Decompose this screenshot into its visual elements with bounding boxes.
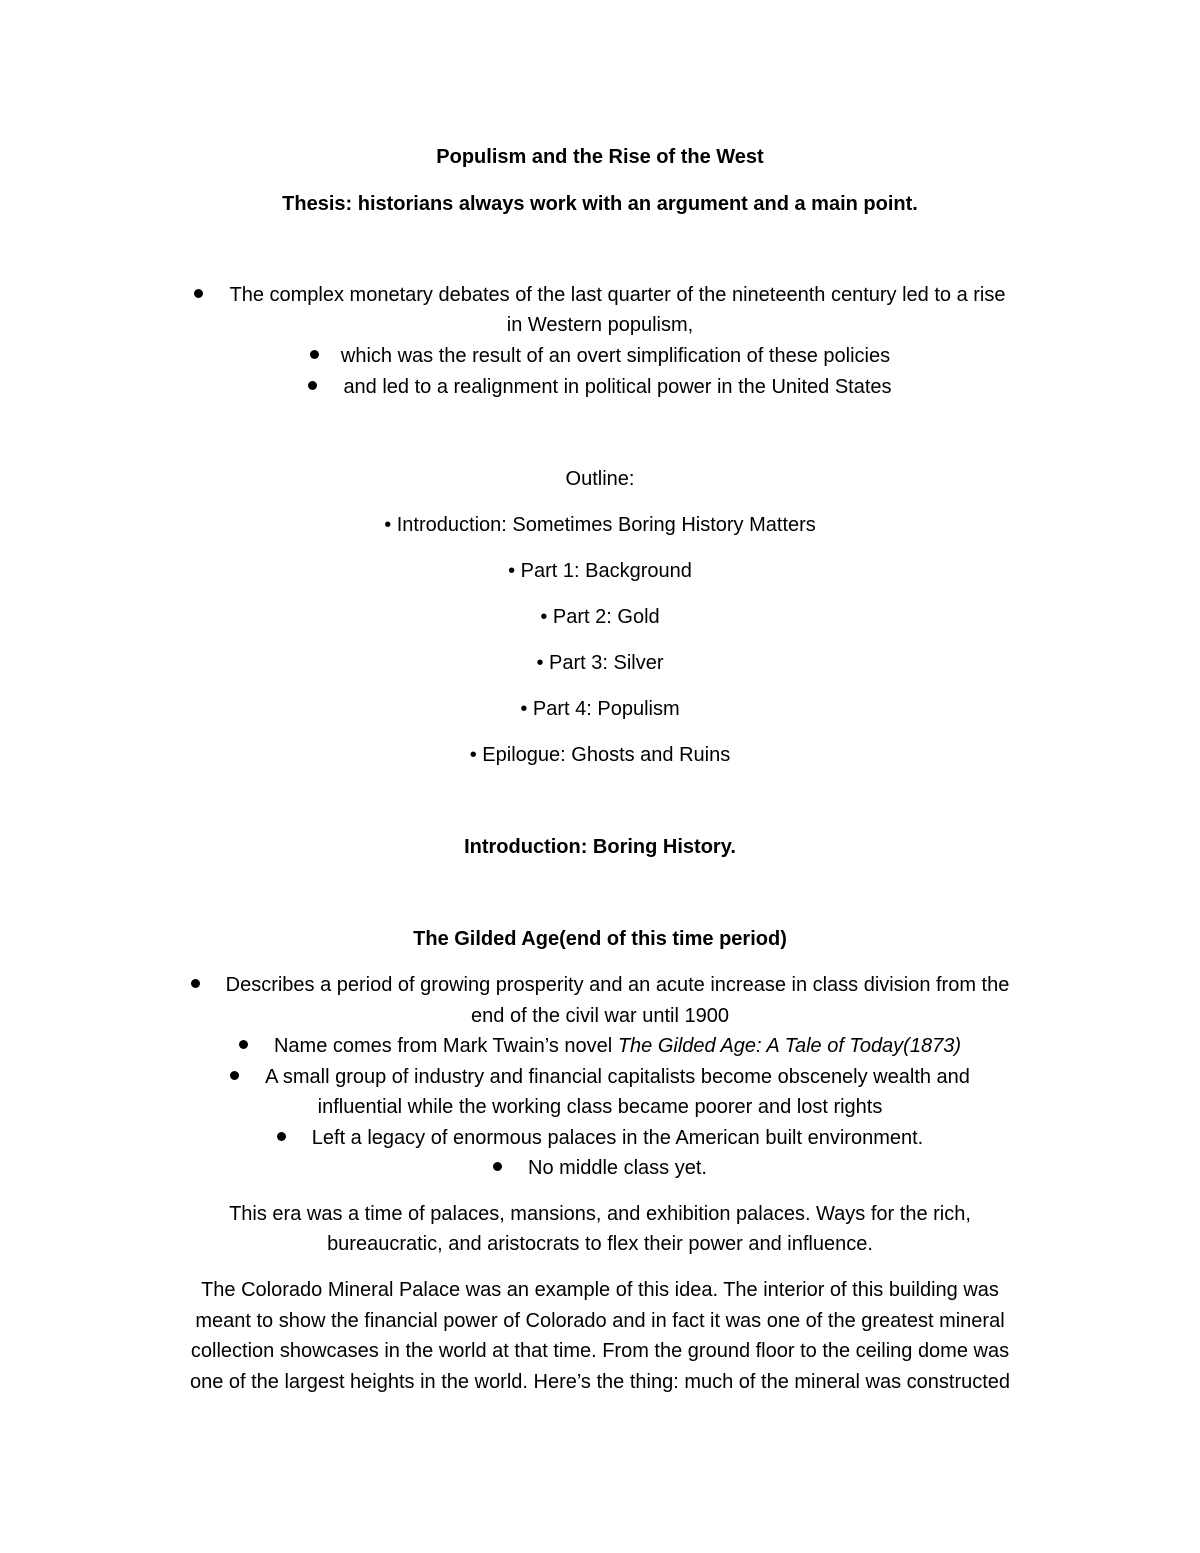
thesis-point-1-line1: The complex monetary debates of the last quarter of the nineteenth century led to a rise (229, 284, 1006, 306)
paragraph-2-line: one of the largest heights in the world. Here’s the thing: much of the mineral was constructed (189, 1371, 1011, 1393)
outline-item: • Part 2: Gold (540, 606, 660, 628)
paragraph-2-line: The Colorado Mineral Palace was an example of this idea. The interior of this building was (201, 1279, 999, 1301)
gilded-bullet-1-line1: Describes a period of growing prosperity and an acute increase in class division from the (225, 974, 1010, 996)
gilded-bullet-3-line1: A small group of industry and financial capitalists become obscenely wealth and (265, 1066, 970, 1088)
bullet-icon (230, 1071, 239, 1080)
section-heading-gilded-age: The Gilded Age(end of this time period) (413, 928, 787, 950)
outline-item: • Part 1: Background (508, 560, 692, 582)
thesis-point-3 (0, 372, 1200, 402)
thesis-point-1-cont: in Western populism, (506, 314, 694, 336)
paragraph-1-line: bureaucratic, and aristocrats to flex their power and influence. (327, 1233, 873, 1255)
document-title: Populism and the Rise of the West (436, 146, 764, 168)
paragraph-2-line: meant to show the financial power of Colorado and in fact it was one of the greatest mineral (195, 1310, 1005, 1332)
thesis-point-1 (0, 280, 1200, 310)
outline-item: • Part 4: Populism (520, 698, 680, 720)
outline-item: • Epilogue: Ghosts and Ruins (469, 744, 731, 766)
gilded-bullet-5-text: No middle class yet. (528, 1157, 707, 1179)
thesis-point-3-text: and led to a realignment in political power in the United States (343, 376, 892, 398)
bullet-icon (277, 1132, 286, 1141)
thesis-statement: Thesis: historians always work with an argument and a main point. (282, 193, 918, 215)
gilded-bullet-4 (0, 1123, 1200, 1153)
gilded-bullet-1-cont: end of the civil war until 1900 (471, 1005, 729, 1027)
thesis-point-2-text: which was the result of an overt simplification of these policies (340, 345, 891, 367)
gilded-bullet-2 (0, 1031, 1200, 1061)
outline-item: • Part 3: Silver (536, 652, 664, 674)
paragraph-2-line: collection showcases in the world at that time. From the ground floor to the ceiling dome was (190, 1340, 1010, 1362)
thesis-point-2 (0, 341, 1200, 371)
gilded-bullet-4-text: Left a legacy of enormous palaces in the American built environment. (311, 1127, 924, 1149)
bullet-icon (310, 350, 319, 359)
gilded-bullet-2-text: Name comes from Mark Twain’s novel (273, 1035, 618, 1057)
paragraph-1-line: This era was a time of palaces, mansions, and exhibition palaces. Ways for the rich, (229, 1203, 971, 1225)
bullet-icon (194, 289, 203, 298)
gilded-bullet-3-cont: influential while the working class became poorer and lost rights (317, 1096, 883, 1118)
bullet-icon (239, 1040, 248, 1049)
outline-item: • Introduction: Sometimes Boring History Matters (384, 514, 816, 536)
outline-heading: Outline: (565, 468, 635, 490)
gilded-bullet-3 (0, 1062, 1200, 1092)
book-title: The Gilded Age: A Tale of Today(1873) (617, 1035, 961, 1057)
bullet-icon (493, 1162, 502, 1171)
gilded-bullet-5 (0, 1153, 1200, 1183)
bullet-icon (191, 979, 200, 988)
section-heading-introduction: Introduction: Boring History. (464, 836, 736, 858)
bullet-icon (308, 381, 317, 390)
gilded-bullet-1 (0, 970, 1200, 1000)
